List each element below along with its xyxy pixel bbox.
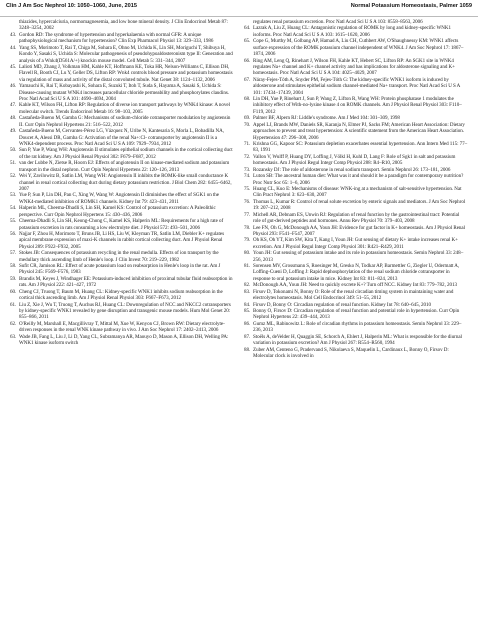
reference-entry xyxy=(244,347,468,360)
reference-number: 59. xyxy=(10,275,17,282)
reference-text: Halperin ML, Cheema-Dhadli S, Lin SH, Kamel KS: Control of potassium excretion: A Paleolithic perspective. Curr Opin Nephrol Hypertens 15: 430–436, 2006 xyxy=(19,205,216,218)
reference-number: 63. xyxy=(10,333,17,340)
reference-text: Luton SB: The ancestral human diet: What was it and should it be a paradigm for contemporary nutrition? Proc Nutr Soc 65: 1–6, 2006 xyxy=(253,173,464,186)
reference-entry xyxy=(10,250,234,263)
reference-text: Sorensen MV, Grossmann S, Roesinger M, Gresko N, Todkar AP, Barmettler G, Ziegler U, Odermatt A, Loffing-Cueni D, Loffing J: Rapid dephosphorylation of the renal sodium chloride cotransporter in response to oral potassium intake in mice. Kidney Int 83: 811–824, 2013 xyxy=(253,263,460,282)
reference-number: 87. xyxy=(244,333,251,340)
reference-text: Zuber AM, Centeno G, Pradervand S, Nikolaeva S, Maquelin L, Cardinaux L, Bonny O, Firsov D: Molecular clock is involved in xyxy=(253,346,449,359)
reference-text: Palmer BF, Alpern RJ: Liddle's syndrome. Am J Med 104: 301–309, 1998 xyxy=(253,115,400,122)
reference-number: 58. xyxy=(10,263,17,270)
reference-entry xyxy=(10,64,234,83)
reference-number: 82. xyxy=(244,282,251,289)
reference-entry xyxy=(10,102,234,115)
reference-text: Yue P, Sun P, Lin DH, Pan C, Xing W, Wang W: Angiotensin II diminishes the effect of SGK1 on the WNK4-mediated inhibition of ROMK1 channels. Kidney Int 79: 423–431, 2011 xyxy=(19,192,220,205)
reference-number: 60. xyxy=(10,288,17,295)
reference-entry xyxy=(244,289,468,302)
reference-text: Brandis M, Keyes J, Windhager EE: Potassium-induced inhibition of proximal tubular fluid reabsorption in rats. Am J Physiol 222: 421–427, 1972 xyxy=(19,275,233,289)
reference-entry xyxy=(10,302,234,321)
reference-number: 61. xyxy=(10,301,17,308)
reference-entry xyxy=(10,173,234,192)
reference-number: 64. xyxy=(244,25,251,32)
reference-text: Yamauchi K, Rai T, Kobayashi K, Sohara E, Suzuki T, Itoh T, Suda S, Hayama A, Sasaki S, Uchida S: Disease-causing mutant WNK4 increases paracellular chloride permeability and phosphorylates claudins. Proc Natl Acad Sci U S A 101: 4690–4694, 2004 xyxy=(19,83,230,103)
reference-number: 74. xyxy=(244,173,251,180)
reference-entry xyxy=(244,58,468,77)
reference-number: 71. xyxy=(244,141,251,148)
reference-number: 68. xyxy=(244,96,251,103)
reference-number: 66. xyxy=(244,57,251,64)
reference-number: 54. xyxy=(10,205,17,212)
reference-column-left xyxy=(10,19,234,636)
reference-number: 86. xyxy=(244,320,251,327)
reference-number: 44. xyxy=(10,44,17,51)
reference-text: Firsov D, Tokonami N, Bonny O: Role of the renal circadian timing system in maintaining water and electrolytes homeostasis. Mol Cell Endocrinol 349: 51–55, 2012 xyxy=(253,288,454,302)
reference-number: 51. xyxy=(10,160,17,167)
reference-text: van der Lubbe N, Zietse R, Hoorn EJ: Effects of angiotensin II on kinase-mediated sodium and potassium transport in the distal nephron. Curr Opin Nephrol Hypertens 22: 120–126, 2013 xyxy=(19,160,230,173)
reference-number: 69. xyxy=(244,115,251,122)
reference-number: 55. xyxy=(10,218,17,225)
running-header-left: Clin J Am Soc Nephrol 10: 1050–1060, June, 2015 xyxy=(6,3,137,9)
reference-text: Thomas L, Kumar R: Control of renal solute excretion by enteric signals and mediators. J Am Soc Nephrol 19: 207–212, 2008 xyxy=(253,198,466,212)
reference-entry xyxy=(10,231,234,250)
reference-entry xyxy=(10,321,234,334)
reference-number: 78. xyxy=(244,224,251,231)
reference-entry xyxy=(244,186,468,199)
reference-text: Bonny O, Firsov D: Circadian regulation of renal function and potential role in hypertension. Curr Opin Nephrol Hypertens 22: 439–444, 2013 xyxy=(253,307,460,321)
reference-number: 46. xyxy=(10,83,17,90)
reference-entry xyxy=(244,199,468,212)
reference-text: Appel LJ, Brands MW, Daniels SR, Karanja N, Elmer PJ, Sacks FM; American Heart Association: Dietary approaches to prevent and treat hypertension: A scientific statement from the American Heart Association. Hypertension 47: 296–308, 2006 xyxy=(253,121,465,141)
reference-number: 83. xyxy=(244,288,251,295)
reference-entry xyxy=(244,141,468,154)
reference-text: Wade JB, Fang L, Liu J, Li D, Yang CL, Subramanya AR, Maouyo D, Mason A, Ellison DH, Welling PA: WNK1 kinase isoform switch xyxy=(19,333,229,347)
reference-entry xyxy=(10,45,234,64)
reference-number: 77. xyxy=(244,211,251,218)
reference-text: Najjar F, Zhou H, Morimoto T, Bruns JB, Li HS, Liu W, Kleyman TR, Satlin LM, Diebler K+ regulates apical membrane expression of maxi-K channels in rabbit cortical collecting duct. Am J Physiol Renal Physiol 289: F922–F932, 2005 xyxy=(19,230,225,250)
reference-entry xyxy=(244,212,468,225)
reference-number: 79. xyxy=(244,237,251,244)
reference-entry xyxy=(10,289,234,302)
reference-entry xyxy=(10,160,234,173)
reference-entry xyxy=(244,122,468,141)
reference-text: regulates renal potassium excretion. Proc Natl Acad Sci U S A 103: 8558–8563, 2006 xyxy=(253,19,423,25)
reference-text: Ring AM, Leng Q, Rinehart J, Wilson FH, Kahle KT, Hebert SC, Lifton RP: An SGK1 site in WNK4 regulates Na+ channel and K+ channel activity and has implications for aldosterone signaling and K+ homeostasis. Proc Natl Acad Sci U S A 104: 4025–4029, 2007 xyxy=(253,57,455,77)
reference-entry xyxy=(10,263,234,276)
reference-entry xyxy=(244,237,468,250)
reference-text: Castañeda-Bueno M, Cervantes-Pérez LG, Vázquez N, Uribe N, Kantesaria S, Morla L, Bobadilla NA, Doucet A, Alessi DR, Gamba G: Activation of the renal Na+:Cl- cotransporter by angiotensin II is a WNK4-dependent process. Proc Natl Acad Sci U S A 109: 7929–7934, 2012 xyxy=(19,128,224,148)
reference-text: Lalioti MD, Zhang J, Volkman HM, Kahle KT, Hoffmann KE, Toka HR, Nelson-Williams C, Ellison DH, Flavell R, Booth CJ, Lu Y, Geller DS, Lifton RP: Wnk4 controls blood pressure and potassium homeostasis via regulation of mass and activity of the distal convoluted tubule. Nat Genet 38: 1124–1132, 2006 xyxy=(19,63,233,83)
reference-entry xyxy=(10,205,234,218)
reference-text: Castañeda-Bueno M, Gamba G: Mechanisms of sodium-chloride cotransporter modulation by angiotensin II. Curr Opin Nephrol Hypertens 21: 516–522, 2012 xyxy=(19,115,231,128)
reference-entry xyxy=(244,250,468,263)
reference-text: Huang CL, Kuo E: Mechanisms of disease: WNK-ing at a mechanism of salt-sensitive hypertension. Nat Clin Pract Nephrol 3: 623–630, 2007 xyxy=(253,185,462,199)
reference-text: Lee FN, Oh G, McDonough AA, Youn JH: Evidence for gut factor in K+ homeostasis. Am J Physiol Renal Physiol 293: F541–F547, 2007 xyxy=(253,224,466,237)
reference-number: 80. xyxy=(244,250,251,257)
reference-text: Lazrak A, Liu Z, Huang CL: Antagonistic regulation of ROMK by long and kidney-specific WNK1 isoforms. Proc Natl Acad Sci U S A 103: 1615–1620, 2006 xyxy=(253,25,451,38)
reference-number: 47. xyxy=(10,102,17,109)
reference-text: Liu Z, Xie J, Wu T, Truong T, Auchus RJ, Huang CL: Downregulation of NCC and NKCC2 cotransporters by kidney-specific WNK1 revealed by gene disruption and transgenic mouse models. Hum Mol Genet 20: 855–866, 2011 xyxy=(19,301,231,321)
reference-text: Cheema-Dhadli S, Lin SH, Keong-Chong C, Kamel KS, Halperin ML: Requirements for a high rate of potassium excretion in rats consuming a low electrolyte diet. J Physiol 572: 493–501, 2006 xyxy=(19,218,224,231)
reference-entry xyxy=(10,218,234,231)
reference-entry xyxy=(10,115,234,128)
reference-entry xyxy=(244,263,468,282)
reference-text: Rozansky DJ: The role of aldosterone in renal sodium transport. Semin Nephrol 26: 173–181, 2006 xyxy=(253,166,451,173)
reference-number: 67. xyxy=(244,76,251,83)
reference-entry xyxy=(244,96,468,115)
reference-number: 50. xyxy=(10,147,17,154)
reference-text: thiazides, hypercalciuria, normomagnesemia, and low bone mineral density. J Clin Endocrinol Metab 87: 3248–3254, 2002 xyxy=(19,19,228,32)
reference-text: Krishna GG, Kapoor SC: Potassium depletion exacerbates essential hypertension. Ann Intern Med 115: 77–83, 1991 xyxy=(253,141,468,154)
reference-entry xyxy=(10,32,234,45)
reference-number: 57. xyxy=(10,250,17,257)
reference-text: Sun P, Yue P, Wang WH: Angiotensin II stimulates epithelial sodium channels in the cortical collecting duct of the rat kidney. Am J Physiol Renal Physiol 302: F679–F687, 2012 xyxy=(19,147,233,160)
reference-text: McDonough AA, Youn JH: Need to quickly excrete K+? Turn off NCC. Kidney Int 83: 779–782, 2013 xyxy=(253,282,457,289)
reference-text: Sufit CR, Jamison RL: Effect of acute potassium load on reabsorption in Henle's loop in the rat. Am J Physiol 245: F569–F576, 1983 xyxy=(19,263,221,276)
reference-entry xyxy=(244,38,468,57)
reference-entry xyxy=(10,83,234,102)
reference-text: Gumz ML, Rabinowitz L: Role of circadian rhythms in potassium homeostasis. Semin Nephrol 33: 229–236, 2013 xyxy=(253,320,462,334)
reference-entry xyxy=(244,225,468,238)
reference-number: 88. xyxy=(244,346,251,353)
reference-number: 72. xyxy=(244,153,251,160)
reference-text: O'Reilly M, Marshall E, Macgillivray T, Mittal M, Xue W, Kenyon CJ, Brown RW: Dietary electrolyte-driven responses in the renal WNK kinase pathway in vivo. J Am Soc Nephrol 17: 2402–2413, 2006 xyxy=(19,320,225,334)
reference-entry xyxy=(244,77,468,96)
reference-text: Firsov D, Bonny O: Circadian regulation of renal function. Kidney Int 78: 640–645, 2010 xyxy=(253,301,432,308)
reference-text: Kahle KT, Wilson FH, Lifton RP: Regulation of diverse ion transport pathways by WNK4 kinase: A novel molecular switch. Trends Endocrinol Metab 16: 98–103, 2005 xyxy=(19,102,230,115)
reference-entry xyxy=(10,334,234,347)
reference-text: Youn JH: Gut sensing of potassium intake and its role in potassium homeostasis. Semin Nephrol 33: 248–256, 2013 xyxy=(253,250,464,263)
reference-text: Stoëls A, deVelder H, Quaggin SE, Schorch A, Ehlert J, Halperin ML: What is responsible for the diurnal variation in potassium excretion? Am J Physiol 267: R554–R560, 1994 xyxy=(253,333,462,347)
reference-entry xyxy=(244,308,468,321)
reference-columns xyxy=(10,19,468,636)
reference-text: Michell AR, Debnam ES, Unwin RJ: Regulation of renal function by the gastrointestinal tract: Potential role of gut-derived peptides and hormones. Annu Rev Physiol 70: 379–403, 2008 xyxy=(253,211,460,225)
reference-entry xyxy=(244,25,468,38)
reference-number: 75. xyxy=(244,185,251,192)
reference-number: 62. xyxy=(10,320,17,327)
reference-number: 45. xyxy=(10,63,17,70)
reference-entry xyxy=(244,321,468,334)
reference-number: 85. xyxy=(244,307,251,314)
reference-number: 43. xyxy=(10,31,17,38)
reference-entry xyxy=(10,276,234,289)
reference-text: Gordon RD: The syndrome of hypertension and hyperkalaemia with normal GFR: A unique pathophysiological mechanism for hypertension? Clin Exp Pharmacol Physiol 13: 329–333, 1986 xyxy=(19,31,214,45)
reference-number: 52. xyxy=(10,173,17,180)
reference-text: Oh KS, Oh YT, Kim SW, Kita T, Kang I, Youn JH: Gut sensing of dietary K+ intake increases renal K+ excretion. Am J Physiol Regul Integr Comp Physiol 301: R421–R429, 2011 xyxy=(253,237,458,250)
reference-text: Lin DH, Yue P, Rinehart J, Sun P, Wang Z, Lifton R, Wang WH: Protein phosphatase 1 modulates the inhibitory effect of With-no-lysine kinase 4 on ROMK channels. Am J Physiol Renal Physiol 303: F110–F119, 2012 xyxy=(253,96,462,115)
running-header-right: Normal Potassium Homeostasis, Palmer 1059 xyxy=(350,3,472,9)
reference-text: Náray-Fejes-Tóth A, Snyder PM, Fejes-Tóth G: The kidney-specific WNK1 isoform is induced by aldosterone and stimulates epithelial sodium channel-mediated Na+ transport. Proc Natl Acad Sci U S A 101: 17434–17439, 2004 xyxy=(253,76,461,96)
reference-text: Yang SS, Morimoto T, Rai T, Chiga M, Sohara E, Ohno M, Uchida K, Lin SH, Moriguchi T, Shibuya H, Kondo Y, Sasaki S, Uchida S: Molecular pathogenesis of pseudohypoaldosteronism type II: Generation and analysis of a Wnk4(D561A/+) knockin mouse model. Cell Metab 5: 331–344, 2007 xyxy=(19,44,233,64)
reference-entry xyxy=(244,334,468,347)
reference-number: 65. xyxy=(244,38,251,45)
reference-number: 76. xyxy=(244,198,251,205)
reference-entry xyxy=(10,147,234,160)
reference-entry xyxy=(10,19,234,32)
reference-number: 84. xyxy=(244,301,251,308)
reference-number: 56. xyxy=(10,230,17,237)
reference-text: Vallon V, Wulff P, Huang DY, Loffing J, Völkl H, Kuhl D, Lang F: Role of Sgk1 in salt and potassium homeostasis. Am J Physiol Regul Integr Comp Physiol 288: R4–R10, 2005 xyxy=(253,153,456,167)
reference-text: Cope G, Murthy M, Golbang AP, Hamad A, Liu CH, Cuthbert AW, O'Shaughnessy KM: WNK1 affects surface expression of the ROMK potassium channel independent of WNK4. J Am Soc Nephrol 17: 1867–1874, 2006 xyxy=(253,38,464,58)
reference-number: 48. xyxy=(10,115,17,122)
reference-entry xyxy=(10,192,234,205)
reference-entry xyxy=(244,173,468,186)
reference-number: 73. xyxy=(244,166,251,173)
running-header xyxy=(0,0,478,17)
reference-number: 70. xyxy=(244,121,251,128)
reference-number: 81. xyxy=(244,263,251,270)
reference-number: 49. xyxy=(10,128,17,135)
reference-text: Wei Y, Zavilowitz B, Satlin LM, Wang WH: Angiotensin II inhibits the ROMK-like small conductance K channel in renal cortical collecting duct during dietary potassium restriction. J Biol Chem 282: 6455–6462, 2007 xyxy=(19,173,232,192)
reference-text: Cheng CJ, Truong T, Baum M, Huang CL: Kidney-specific WNK1 inhibits sodium reabsorption in the cortical thick ascending limb. Am J Physiol Renal Physiol 303: F667–F673, 2012 xyxy=(19,288,223,302)
reference-text: Stokes JB: Consequences of potassium recycling in the renal medulla. Effects of ion transport by the medullary thick ascending limb of Henle's loop. J Clin Invest 70: 219–229, 1982 xyxy=(19,250,219,263)
reference-column-right xyxy=(244,19,468,636)
reference-entry xyxy=(244,154,468,167)
reference-number: 53. xyxy=(10,192,17,199)
reference-entry xyxy=(10,128,234,147)
